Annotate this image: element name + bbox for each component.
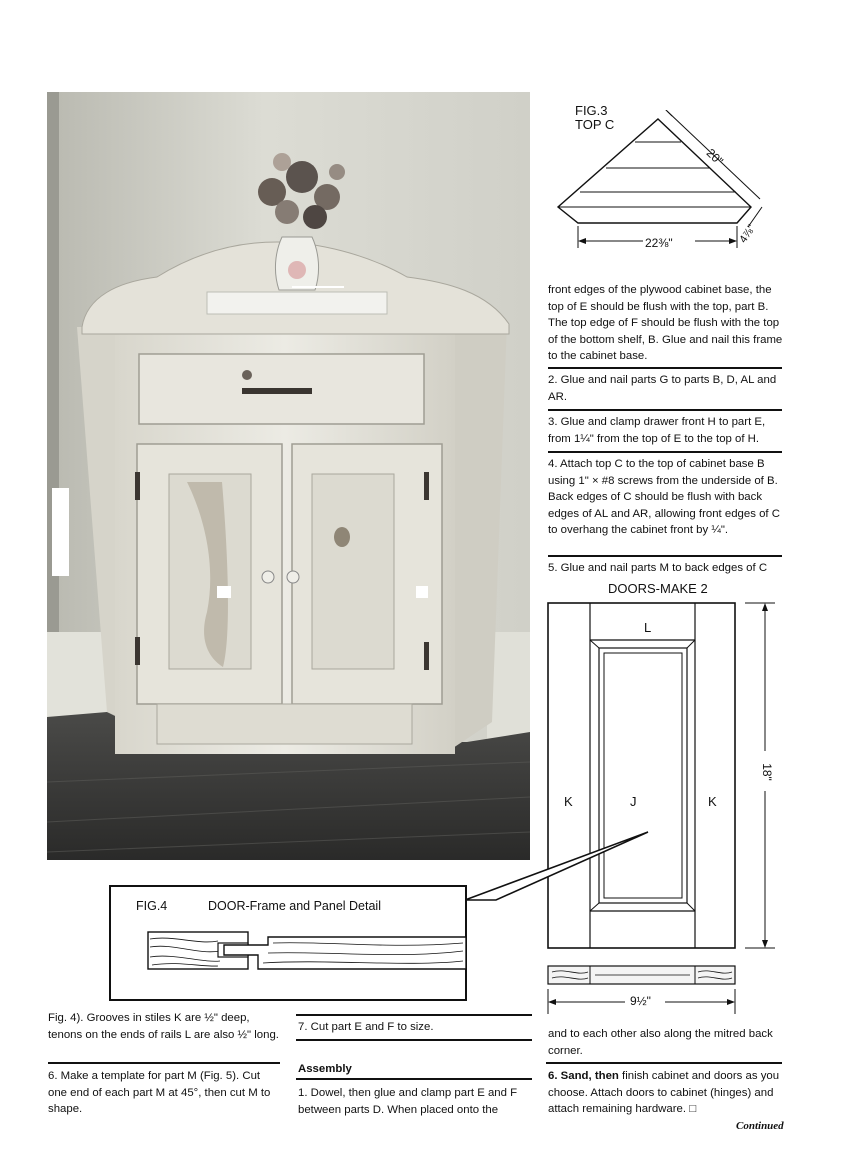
- divider: [548, 451, 782, 453]
- cabinet-photo: [47, 92, 530, 860]
- doors-dim-width: 9½": [630, 994, 651, 1008]
- right-para-5: 5. Glue and nail parts M to back edges of C: [548, 562, 768, 574]
- right-para-1: front edges of the plywood cabinet base, the top of E should be flush with the top, part B. The top edge of F should be flush with the top of the bottom shelf, B. Glue and nail this frame to the cabinet base.: [548, 284, 783, 363]
- divider: [296, 1039, 532, 1041]
- fig3-dim-end: 4⅞": [737, 222, 758, 246]
- fig3-label-line1: FIG.3: [575, 103, 608, 118]
- right-bottom-para-1: and to each other also along the mitred back corner.: [548, 1028, 773, 1057]
- divider: [548, 555, 782, 557]
- fig3-label-line2: TOP C: [575, 117, 615, 132]
- doors-dim-height: 18": [759, 763, 774, 781]
- sand-rest-text: finish cabinet and doors as you choose. Attach doors to cabinet (hinges) and attach remaining hardware. □: [548, 1070, 780, 1116]
- divider: [548, 367, 782, 369]
- doors-label-k-right: K: [708, 794, 717, 809]
- doors-label-l: L: [644, 620, 652, 635]
- divider: [296, 1014, 532, 1016]
- cabinet-photo-illustration: [47, 92, 530, 860]
- assembly-heading: Assembly: [298, 1063, 352, 1075]
- divider: [546, 1062, 782, 1064]
- doors-label-j: J: [630, 794, 637, 809]
- left-para-2: 6. Make a template for part M (Fig. 5). Cut one end of each part M at 45°, then cut M to shape.: [48, 1070, 271, 1116]
- divider: [48, 1062, 280, 1064]
- fig4-label: FIG.4: [136, 899, 168, 913]
- right-para-2: 2. Glue and nail parts G to parts B, D, AL and AR.: [548, 374, 777, 403]
- left-para-1: Fig. 4). Grooves in stiles K are ½" deep, tenons on the ends of rails L are also ½" long.: [48, 1012, 279, 1041]
- divider: [548, 409, 782, 411]
- fig3-dim-width: 22⅜": [645, 236, 673, 250]
- fig3-dim-side: 20": [703, 145, 727, 169]
- right-para-4: 4. Attach top C to the top of cabinet base B using 1" × #8 screws from the underside of B. Back edges of C should be flush with back edges of AL and AR, allowing front edges of C to overhang the cabinet front by ¼".: [548, 458, 780, 537]
- fig4-title: DOOR-Frame and Panel Detail: [208, 899, 381, 913]
- middle-para-2: 1. Dowel, then glue and clamp part E and F between parts D. When placed onto the: [298, 1087, 518, 1116]
- right-bottom-para-2: [548, 1068, 786, 1118]
- sand-bold-lead: 6. Sand, then: [548, 1070, 619, 1082]
- middle-para-1: 7. Cut part E and F to size.: [298, 1021, 434, 1033]
- divider: [296, 1078, 532, 1080]
- doors-title: DOORS-MAKE 2: [608, 581, 708, 596]
- doors-label-k-left: K: [564, 794, 573, 809]
- fig4-callout: [108, 825, 653, 1005]
- right-para-3: 3. Glue and clamp drawer front H to part E, from 1¼" from the top of E to the top of H.: [548, 416, 766, 445]
- continued-label: Continued: [736, 1120, 784, 1132]
